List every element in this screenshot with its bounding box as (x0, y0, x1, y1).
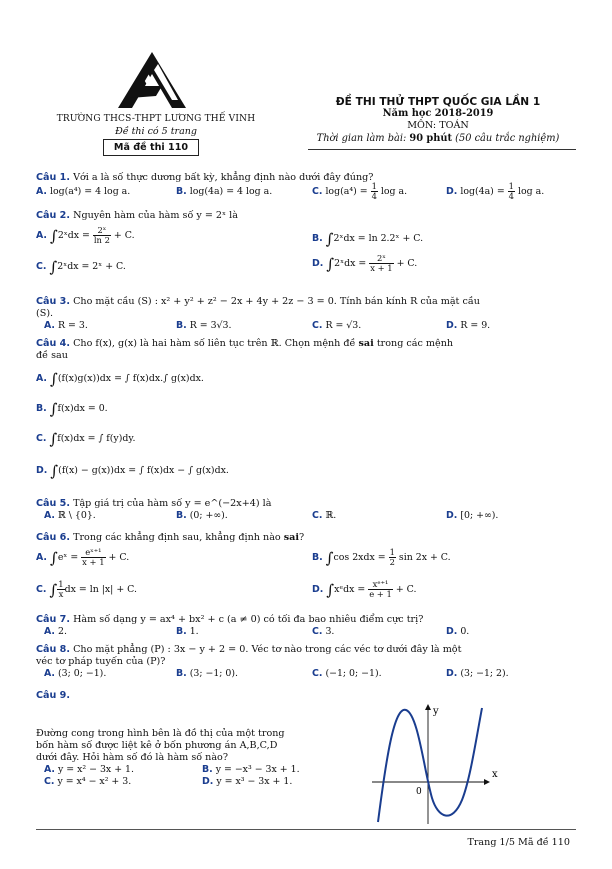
question-7-options: A. 2. B. 1. C. 3. D. 0. (44, 626, 470, 637)
question-8: Câu 8. Cho mặt phẳng (P) : 3x − y + 2 = 0. Véc tơ nào trong các véc tơ dưới đây là một (36, 644, 462, 655)
exam-year: Năm học 2018-2019 (382, 108, 494, 119)
question-6-options: A. ∫eˣ = $\frac{\text{eˣ⁺¹}}{x + 1}$ + C. B. ∫cos 2xdx = $\frac{1}{2}$ sin 2x + C. C. ∫ $\frac{1}{x}$ dx = ln |x| + C. D. ∫xᵉdx = $\frac{\text{xᵉ⁺¹}}{e + 1}$ + C. (36, 547, 451, 599)
x-axis-label: x (492, 769, 498, 780)
question-3: Câu 3. Cho mặt cầu (S) : x² + y² + z² − 2x + 4y + 2z − 3 = 0. Tính bán kính R của mặt cầu (36, 296, 480, 307)
question-9-options: A. y = x² − 3x + 1. B. y = −x³ − 3x + 1. C. y = x⁴ − x² + 3. D. y = x³ − 3x + 1. (44, 764, 300, 787)
question-4-cont: đề sau (36, 350, 68, 361)
question-9-line1: Đường cong trong hình bên là đồ thị của một trong (36, 728, 285, 739)
exam-time: Thời gian làm bài: 90 phút (50 câu trắc nghiệm) (316, 133, 560, 144)
exam-title: ĐỀ THI THỬ THPT QUỐC GIA LẦN 1 (335, 96, 541, 108)
question-2-options: A. ∫2ˣdx = $\frac{\text{2ˣ}}{\ln 2}$ + C. B. ∫2ˣdx = ln 2.2ˣ + C. C. ∫2ˣdx = 2ˣ + C. D. ∫2ˣdx = $\frac{\text{2ˣ}}{x + 1}$ + C. (36, 225, 424, 276)
school-name: TRƯỜNG THCS-THPT LƯƠNG THẾ VINH (56, 114, 256, 124)
cubic-graph (372, 700, 500, 826)
question-2: Câu 2. Nguyên hàm của hàm số y = 2ˣ là (36, 210, 238, 221)
school-logo (116, 50, 188, 110)
question-9-line2: bốn hàm số được liệt kê ở bốn phương án A,B,C,D (36, 740, 278, 751)
exam-subject: MÔN: TOÁN (407, 120, 469, 131)
y-axis-arrow (425, 704, 431, 710)
header-rule (308, 149, 576, 150)
question-6: Câu 6. Trong các khẳng định sau, khẳng định nào sai? (36, 532, 305, 543)
origin-label: 0 (416, 787, 422, 797)
page-footer: Trang 1/5 Mã đề 110 (467, 837, 570, 848)
question-1: Câu 1. Với a là số thực dương bất kỳ, khẳng định nào dưới đây đúng? (36, 172, 374, 183)
y-axis-label: y (433, 706, 439, 717)
question-8-cont: véc tơ pháp tuyến của (P)? (36, 656, 166, 667)
x-axis-arrow (484, 779, 490, 785)
question-3-cont: (S). (36, 308, 54, 319)
exam-code: Mã đề thi 110 (103, 139, 199, 156)
question-1-options: A. log(a⁴) = 4 log a. B. log(4a) = 4 log a. C. log(a⁴) = $\frac{1}{4}$ log a. D. log(4a) = $\frac{1}{4}$ log a. (36, 181, 545, 201)
question-5: Câu 5. Tập giá trị của hàm số y = e^(−2x+4) là (36, 498, 272, 509)
question-7: Câu 7. Hàm số dạng y = ax⁴ + bx² + c (a ≠ 0) có tối đa bao nhiêu điểm cực trị? (36, 614, 424, 625)
question-5-options: A. ℝ \ {0}. B. (0; +∞). C. ℝ. D. [0; +∞). (44, 510, 499, 521)
question-4: Câu 4. Cho f(x), g(x) là hai hàm số liên tục trên ℝ. Chọn mệnh đề sai trong các mệnh (36, 338, 454, 349)
question-8-options: A. (3; 0; −1). B. (3; −1; 0). C. (−1; 0; −1). D. (3; −1; 2). (44, 668, 509, 679)
question-3-options: A. R = 3. B. R = 3√3. C. R = √3. D. R = 9. (44, 320, 491, 331)
question-4-options: A. ∫(f(x)g(x))dx = ∫ f(x)dx.∫ g(x)dx. B. ∫f(x)dx = 0. C. ∫f(x)dx = ∫ f(y)dy. D. ∫(f(x) − g(x))dx = ∫ f(x)dx − ∫ g(x)dx. (36, 370, 229, 480)
question-9: Câu 9. (36, 690, 71, 701)
footer-rule (36, 829, 576, 830)
pages-note: Đề thi có 5 trang (115, 126, 197, 137)
cubic-curve (378, 708, 482, 822)
question-9-line3: dưới đây. Hỏi hàm số đó là hàm số nào? (36, 752, 228, 763)
